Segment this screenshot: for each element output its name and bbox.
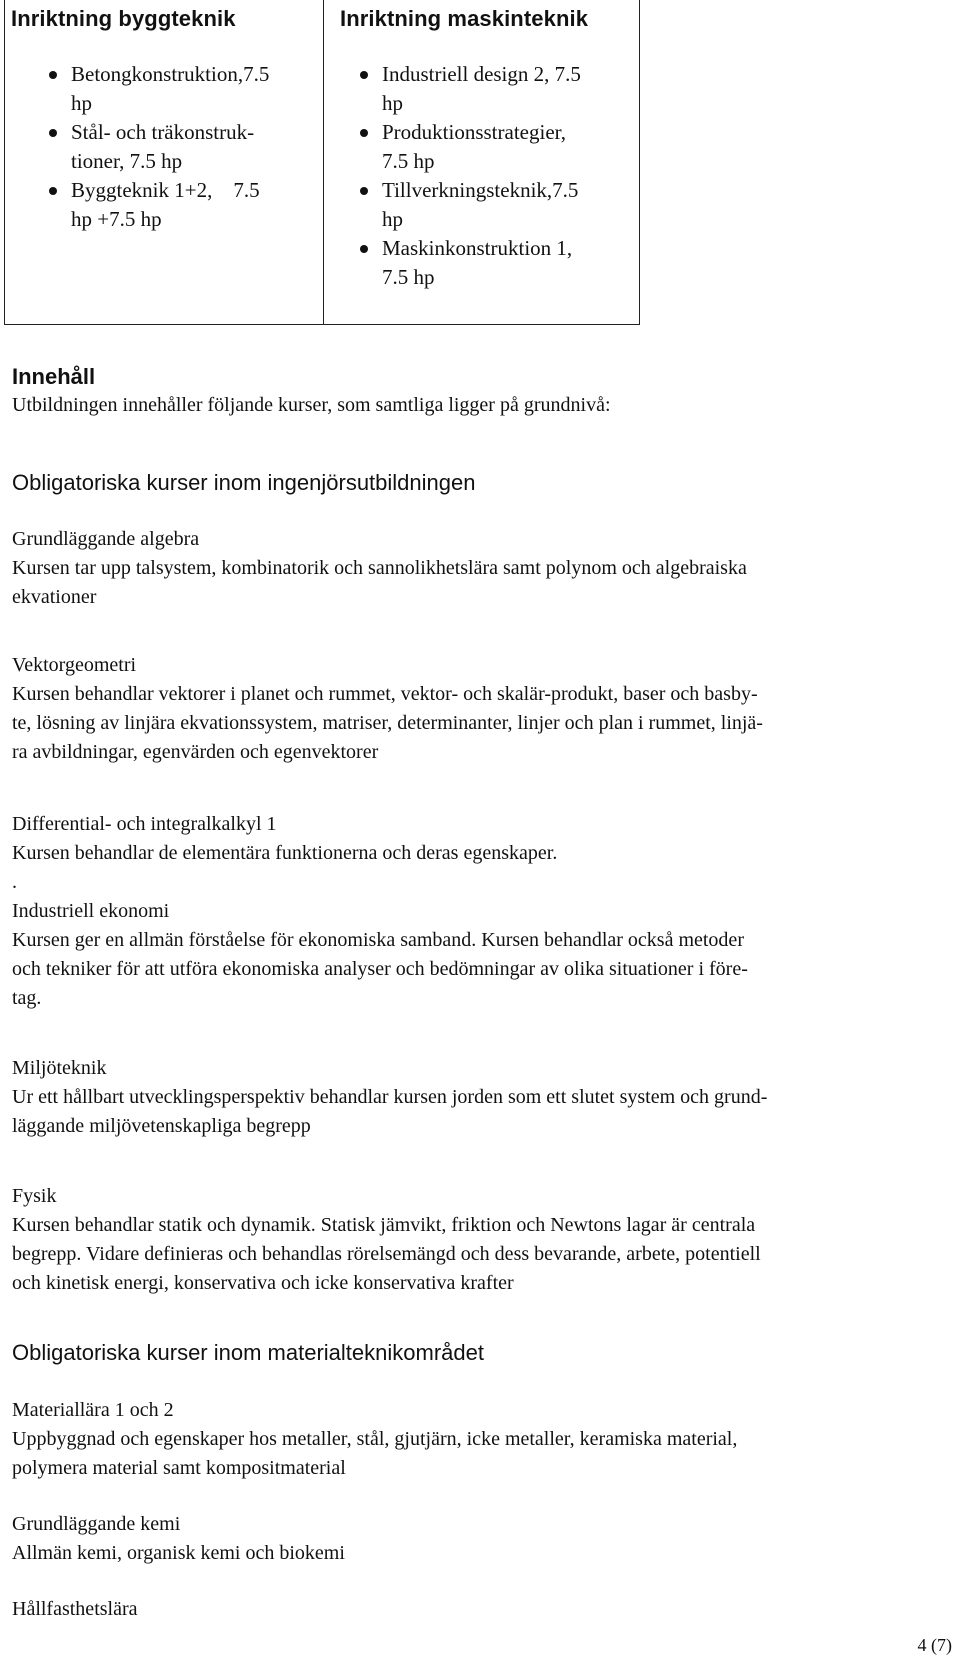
course-text: Kursen behandlar statik och dynamik. Statisk jämvikt, friktion och Newtons lagar är centrala — [12, 1214, 756, 1236]
course-text: och kinetisk energi, konservativa och icke konservativa krafter — [12, 1272, 514, 1294]
course-miljoteknik — [12, 1054, 942, 1141]
list-item: Maskinkonstruktion 1, 7.5 hp — [356, 234, 606, 292]
course-title: Miljöteknik — [12, 1057, 107, 1079]
bullet-icon — [360, 187, 368, 195]
list-item: Stål- och träkonstruk- tioner, 7.5 hp — [45, 118, 305, 176]
course-text: Uppbyggnad och egenskaper hos metaller, stål, gjutjärn, icke metaller, keramiska material, — [12, 1428, 738, 1450]
course-title: Differential- och integralkalkyl 1 — [12, 813, 277, 835]
course-text: Ur ett hållbart utvecklingsperspektiv behandlar kursen jorden som ett slutet system och grund- — [12, 1086, 768, 1108]
course-kemi — [12, 1510, 942, 1568]
course-title: Materiallära 1 och 2 — [12, 1399, 174, 1421]
course-title: Grundläggande algebra — [12, 528, 200, 550]
course-vektorgeometri — [12, 651, 942, 767]
page-number: 4 (7) — [917, 1635, 952, 1655]
course-title: Vektorgeometri — [12, 654, 137, 676]
bullet-list-maskinteknik — [356, 60, 606, 292]
column-heading-byggteknik: Inriktning byggteknik — [11, 6, 236, 31]
section-heading-materialteknik: Obligatoriska kurser inom materialteknikområdet — [12, 1340, 484, 1365]
section-heading-innehall: Innehåll — [12, 364, 96, 389]
course-hallfasthetslara — [12, 1595, 942, 1624]
course-text: Kursen behandlar vektorer i planet och rummet, vektor- och skalär-produkt, baser och basby- — [12, 683, 758, 705]
bullet-list-byggteknik — [45, 60, 305, 234]
orientation-table — [4, 0, 640, 325]
course-title: Grundläggande kemi — [12, 1513, 181, 1535]
list-item: Industriell design 2, 7.5 hp — [356, 60, 606, 118]
course-text: ekvationer — [12, 586, 97, 608]
course-fysik — [12, 1182, 942, 1298]
course-text: Kursen ger en allmän förståelse för ekonomiska samband. Kursen behandlar också metoder — [12, 929, 744, 951]
course-text: te, lösning av linjära ekvationssystem, matriser, determinanter, linjer och plan i rummet, linjä- — [12, 712, 763, 734]
course-text: . — [12, 871, 17, 893]
course-text: läggande miljövetenskapliga begrepp — [12, 1115, 311, 1137]
list-item: Produktionsstrategier, 7.5 hp — [356, 118, 606, 176]
bullet-icon — [360, 129, 368, 137]
table-column-maskinteknik — [324, 0, 639, 324]
course-text: begrepp. Vidare definieras och behandlas rörelsemängd och dess bevarande, arbete, potentiell — [12, 1243, 761, 1265]
course-kalkyl — [12, 810, 942, 897]
bullet-icon — [360, 245, 368, 253]
course-text: Kursen behandlar de elementära funktionerna och deras egenskaper. — [12, 842, 558, 864]
intro-text: Utbildningen innehåller följande kurser, som samtliga ligger på grundnivå: — [12, 394, 611, 416]
bullet-icon — [49, 187, 57, 195]
course-text: polymera material samt kompositmaterial — [12, 1457, 346, 1479]
bullet-icon — [49, 129, 57, 137]
course-text: tag. — [12, 987, 42, 1009]
course-title: Hållfasthetslära — [12, 1598, 138, 1620]
course-text: Allmän kemi, organisk kemi och biokemi — [12, 1542, 345, 1564]
course-title: Industriell ekonomi — [12, 900, 170, 922]
course-text: ra avbildningar, egenvärden och egenvektorer — [12, 741, 379, 763]
list-item: Byggteknik 1+2, 7.5 hp +7.5 hp — [45, 176, 305, 234]
bullet-icon — [49, 71, 57, 79]
content-intro — [12, 362, 942, 420]
course-text: och tekniker för att utföra ekonomiska analyser och bedömningar av olika situationer i före- — [12, 958, 748, 980]
course-materiallara — [12, 1396, 942, 1483]
course-ekonomi — [12, 897, 942, 1013]
bullet-icon — [360, 71, 368, 79]
column-heading-maskinteknik: Inriktning maskinteknik — [340, 6, 589, 31]
course-algebra — [12, 525, 942, 612]
section-heading-obligatoriska: Obligatoriska kurser inom ingenjörsutbildningen — [12, 470, 476, 495]
list-item: Tillverkningsteknik,7.5 hp — [356, 176, 606, 234]
course-title: Fysik — [12, 1185, 57, 1207]
table-column-byggteknik — [5, 0, 324, 324]
list-item: Betongkonstruktion,7.5 hp — [45, 60, 305, 118]
course-text: Kursen tar upp talsystem, kombinatorik och sannolikhetslära samt polynom och algebraiska — [12, 557, 747, 579]
